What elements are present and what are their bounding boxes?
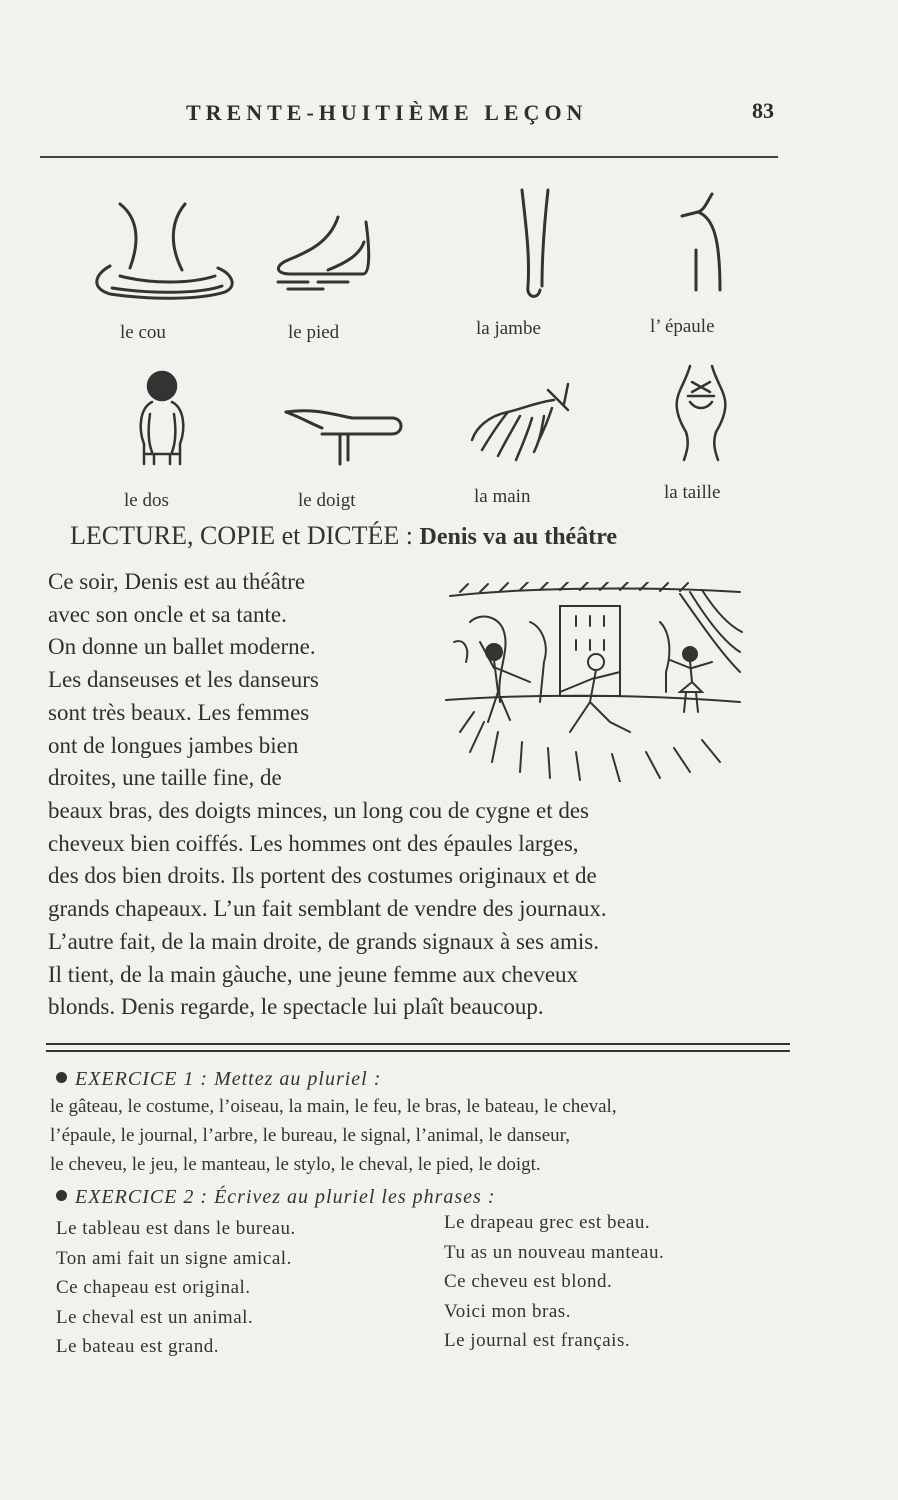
- exercise2-sentence: Le tableau est dans le bureau.: [56, 1218, 296, 1239]
- reading-text-top: [48, 566, 428, 795]
- reading-heading-label: LECTURE, COPIE et DICTÉE :: [70, 521, 414, 550]
- reading-line: L’autre fait, de la main droite, de grands signaux à ses amis.: [48, 928, 599, 954]
- exercise2-sentence: Ce chapeau est original.: [56, 1277, 251, 1298]
- section-divider-bottom: [46, 1050, 790, 1052]
- exercise1-line: l’épaule, le journal, l’arbre, le bureau, le signal, l’animal, le danseur,: [50, 1125, 570, 1146]
- vocab-label-jambe: la jambe: [476, 318, 541, 339]
- leg-illustration: [508, 186, 568, 306]
- vocab-label-taille: la taille: [664, 482, 721, 503]
- exercise1-title-text: EXERCICE 1 : Mettez au pluriel :: [75, 1068, 382, 1090]
- vocab-label-main: la main: [474, 486, 531, 507]
- exercise2-title-text: EXERCICE 2 : Écrivez au pluriel les phrases :: [75, 1186, 496, 1208]
- reading-line: des dos bien droits. Ils portent des costumes originaux et de: [48, 863, 597, 889]
- foot-illustration: [268, 212, 388, 292]
- page-number: 83: [752, 98, 774, 123]
- hand-illustration: [468, 380, 578, 470]
- reading-line: ont de longues jambes bien: [48, 732, 299, 758]
- vocab-label-epaule: l’ épaule: [650, 316, 715, 337]
- bullet-icon: [56, 1190, 67, 1201]
- exercise2-sentence: Tu as un nouveau manteau.: [444, 1241, 665, 1263]
- exercise2-title: [56, 1186, 496, 1209]
- reading-line: blonds. Denis regarde, le spectacle lui plaît beaucoup.: [48, 994, 544, 1020]
- back-illustration: [132, 368, 192, 468]
- reading-line: Ce soir, Denis est au théâtre: [48, 569, 306, 594]
- exercise2-left-column: [56, 1214, 296, 1362]
- section-divider-top: [46, 1043, 790, 1045]
- reading-text-bottom: [48, 795, 798, 1024]
- vocab-label-doigt: le doigt: [298, 490, 356, 511]
- exercise1-line: le cheveu, le jeu, le manteau, le stylo, le cheval, le pied, le doigt.: [50, 1154, 541, 1175]
- finger-illustration: [282, 404, 410, 468]
- exercise1-title: [56, 1068, 381, 1091]
- shoulder-illustration: [674, 190, 734, 300]
- reading-line: On donne un ballet moderne.: [48, 634, 316, 660]
- exercise2-sentence: Le drapeau grec est beau.: [444, 1212, 651, 1233]
- waist-illustration: [666, 362, 736, 462]
- reading-line: Il tient, de la main gàuche, une jeune femme aux cheveux: [48, 961, 579, 987]
- reading-line: sont très beaux. Les femmes: [48, 699, 310, 725]
- exercise2-sentence: Le journal est français.: [444, 1330, 631, 1351]
- exercise1-line: le gâteau, le costume, l’oiseau, la main, le feu, le bras, le bateau, le cheval,: [50, 1096, 617, 1117]
- ballet-stage-illustration: [440, 582, 745, 782]
- exercise2-sentence: Voici mon bras.: [444, 1300, 571, 1322]
- vocab-label-dos: le dos: [124, 490, 169, 511]
- exercise2-sentence: Le bateau est grand.: [56, 1336, 219, 1357]
- reading-line: beaux bras, des doigts minces, un long cou de cygne et des: [48, 798, 590, 823]
- exercise2-sentence: Ton ami fait un signe amical.: [56, 1247, 292, 1269]
- page-header-title: TRENTE-HUITIÈME LEÇON: [186, 100, 588, 125]
- vocab-label-pied: le pied: [288, 322, 340, 343]
- header-divider: [40, 156, 778, 158]
- reading-line: droites, une taille fine, de: [48, 765, 282, 791]
- story-title: Denis va au théâtre: [419, 524, 618, 550]
- neck-illustration: [90, 196, 240, 306]
- vocab-label-cou: le cou: [120, 322, 166, 343]
- exercise2-right-column: [444, 1208, 664, 1356]
- reading-heading: [70, 521, 617, 551]
- reading-line: avec son oncle et sa tante.: [48, 601, 287, 627]
- reading-line: cheveux bien coiffés. Les hommes ont des épaules larges,: [48, 830, 579, 856]
- exercise2-sentence: Ce cheveu est blond.: [444, 1271, 613, 1292]
- exercise2-sentence: Le cheval est un animal.: [56, 1306, 254, 1328]
- exercise1-word-list: [50, 1092, 795, 1179]
- bullet-icon: [56, 1072, 67, 1083]
- reading-line: Les danseuses et les danseurs: [48, 667, 319, 693]
- reading-line: grands chapeaux. L’un fait semblant de vendre des journaux.: [48, 896, 607, 922]
